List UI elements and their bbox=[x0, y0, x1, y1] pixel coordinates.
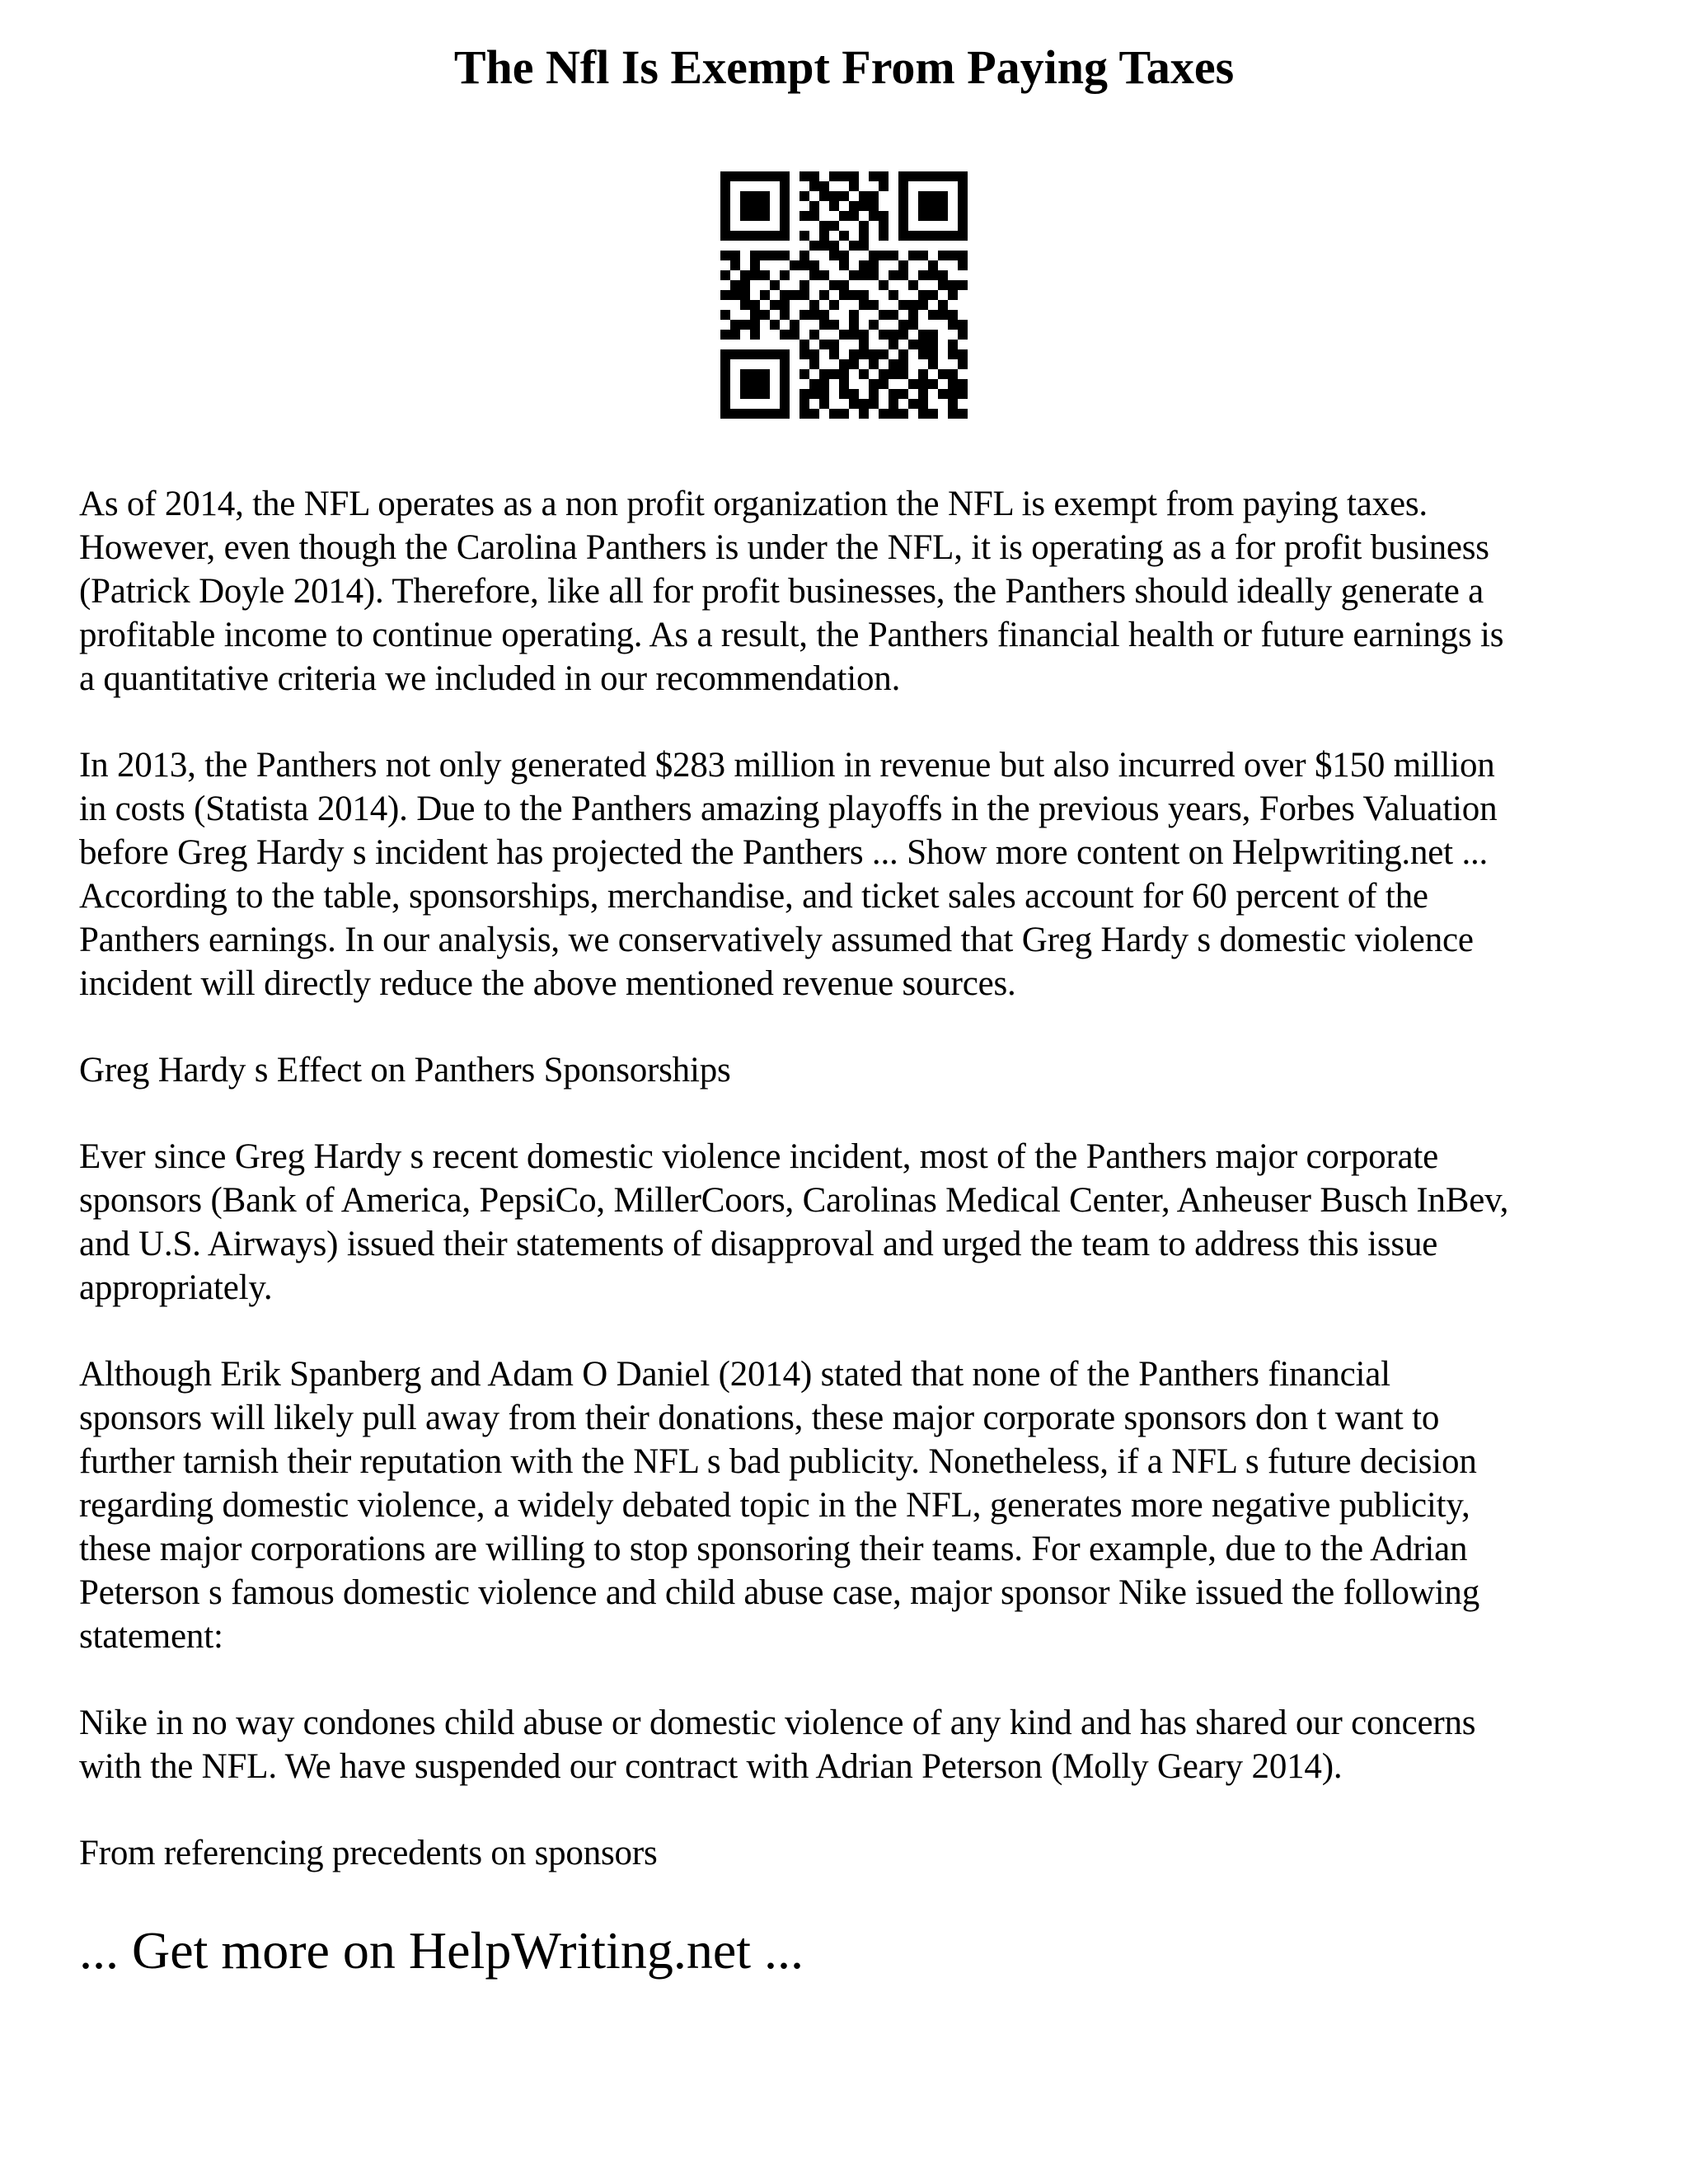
article-body bbox=[79, 482, 1629, 1984]
text-line: According to the table, sponsorships, merchandise, and ticket sales account for 60 percent of the bbox=[79, 877, 1428, 916]
paragraph-revenue bbox=[79, 743, 1629, 1005]
page-title: The Nfl Is Exempt From Paying Taxes bbox=[453, 40, 1235, 94]
qr-code-icon bbox=[720, 171, 968, 419]
text-line: Panthers earnings. In our analysis, we conservatively assumed that Greg Hardy s domestic violence bbox=[79, 921, 1474, 959]
text-line: regarding domestic violence, a widely debated topic in the NFL, generates more negative publicity, bbox=[79, 1486, 1470, 1525]
text-line: Nike in no way condones child abuse or domestic violence of any kind and has shared our concerns bbox=[79, 1704, 1476, 1742]
text-line: Greg Hardy s Effect on Panthers Sponsorships bbox=[79, 1051, 731, 1090]
text-line: Ever since Greg Hardy s recent domestic violence incident, most of the Panthers major corporate bbox=[79, 1137, 1439, 1176]
text-line: a quantitative criteria we included in our recommendation. bbox=[79, 659, 901, 698]
paragraph-spanberg bbox=[79, 1352, 1629, 1658]
text-line: sponsors will likely pull away from their donations, these major corporate sponsors don t want to bbox=[79, 1399, 1440, 1437]
text-line: these major corporations are willing to stop sponsoring their teams. For example, due to the Adrian bbox=[79, 1530, 1468, 1568]
paragraph-nike-quote bbox=[79, 1701, 1629, 1788]
text-line: before Greg Hardy s incident has projected the Panthers ... Show more content on Helpwriting.net ... bbox=[79, 833, 1489, 872]
text-line: Peterson s famous domestic violence and child abuse case, major sponsor Nike issued the following bbox=[79, 1573, 1480, 1612]
text-line: appropriately. bbox=[79, 1268, 273, 1307]
text-line: further tarnish their reputation with the NFL s bad publicity. Nonetheless, if a NFL s future decision bbox=[79, 1442, 1477, 1481]
paragraph-sponsors bbox=[79, 1135, 1629, 1310]
text-line: However, even though the Carolina Panthers is under the NFL, it is operating as a for profit business bbox=[79, 528, 1489, 567]
text-line: with the NFL. We have suspended our contract with Adrian Peterson (Molly Geary 2014). bbox=[79, 1747, 1343, 1786]
text-line: incident will directly reduce the above mentioned revenue sources. bbox=[79, 964, 1016, 1003]
text-line: From referencing precedents on sponsors bbox=[79, 1834, 658, 1872]
get-more-link[interactable]: ... Get more on HelpWriting.net ... bbox=[79, 1921, 804, 1980]
text-line: statement: bbox=[79, 1617, 223, 1656]
qr-code-image bbox=[720, 171, 968, 419]
text-line: sponsors (Bank of America, PepsiCo, MillerCoors, Carolinas Medical Center, Anheuser Busch InBev, bbox=[79, 1181, 1509, 1220]
text-line: in costs (Statista 2014). Due to the Panthers amazing playoffs in the previous years, Forbes Valuation bbox=[79, 790, 1498, 828]
text-line: and U.S. Airways) issued their statements of disapproval and urged the team to address this issue bbox=[79, 1225, 1438, 1263]
text-line: As of 2014, the NFL operates as a non profit organization the NFL is exempt from paying taxes. bbox=[79, 485, 1428, 523]
text-line: Although Erik Spanberg and Adam O Daniel (2014) stated that none of the Panthers financial bbox=[79, 1355, 1390, 1394]
section-heading-sponsorships bbox=[79, 1048, 1629, 1092]
text-line: (Patrick Doyle 2014). Therefore, like all for profit businesses, the Panthers should ideally generate a bbox=[79, 572, 1484, 611]
text-line: In 2013, the Panthers not only generated $283 million in revenue but also incurred over $150 million bbox=[79, 746, 1495, 785]
paragraph-precedents bbox=[79, 1831, 1629, 1875]
text-line: profitable income to continue operating. As a result, the Panthers financial health or future earnings is bbox=[79, 616, 1504, 654]
paragraph-nfl-tax-status bbox=[79, 482, 1629, 701]
